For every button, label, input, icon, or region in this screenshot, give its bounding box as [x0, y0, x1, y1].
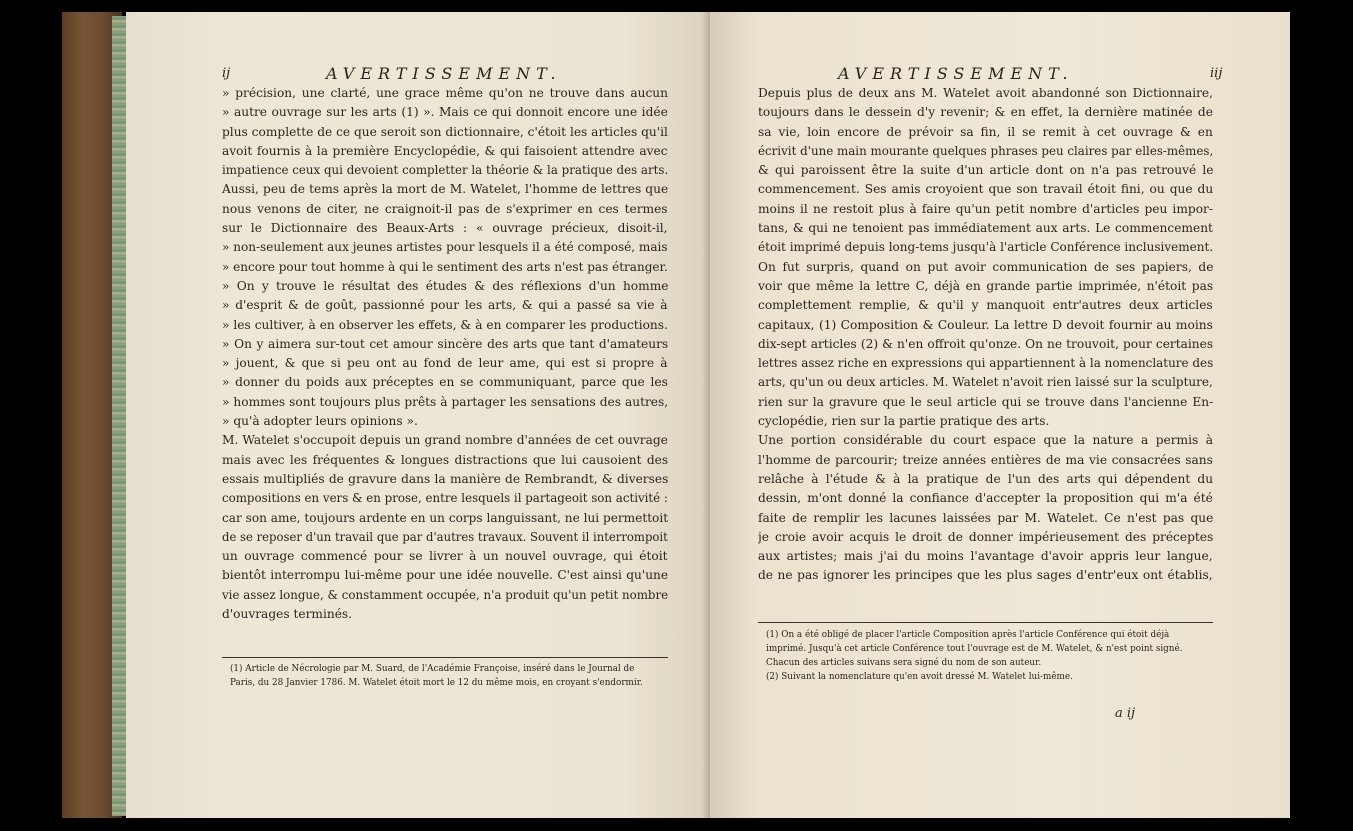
right-folio: iij — [1210, 66, 1223, 81]
text-line: » d'esprit & de goût, passionné pour les arts, & qui a passé sa vie à — [222, 298, 668, 313]
text-line: mais avec les fréquentes & longues distractions que lui causoient des — [222, 452, 668, 467]
text-line: Aussi, peu de tems après la mort de M. Watelet, l'homme de lettres que — [222, 182, 668, 197]
footnote-line: (1) Article de Nécrologie par M. Suard, de l'Académie Françoise, inséré dans le Journal de — [230, 664, 635, 674]
text-line: Depuis plus de deux ans M. Watelet avoit abandonné son Dictionnaire, — [758, 86, 1213, 100]
text-line: essais multipliés de gravure dans la manière de Rembrandt, & diverses — [222, 471, 668, 486]
text-line: arts, qu'un ou deux articles. M. Watelet n'avoit rien laissé sur la sculpture, — [758, 375, 1213, 390]
text-line: relâche à l'étude & à la pratique de l'un des arts qui dépendent du — [758, 471, 1213, 486]
footnote-line: (1) On a été obligé de placer l'article Composition après l'article Conférence qui étoit déjà — [766, 630, 1170, 640]
text-line: complettement remplie, & qu'il y manquoit entr'autres deux articles — [758, 298, 1213, 313]
text-line: & qui paroissent être la suite d'un article dont on n'a pas retrouvé le — [758, 163, 1213, 178]
text-line: M. Watelet s'occupoit depuis un grand nombre d'années de cet ouvrage — [222, 433, 668, 448]
text-line: commencement. Ses amis croyoient que son travail étoit fini, ou que du — [758, 182, 1213, 197]
footnote-line: Chacun des articles suivans sera signé du nom de son auteur. — [766, 658, 1042, 668]
left-running-header: AVERTISSEMENT. — [326, 64, 562, 83]
text-line: » hommes sont toujours plus prêts à partager les sensations des autres, — [222, 394, 668, 409]
text-line: toujours dans le dessein d'y revenir; & en effet, la dernière matinée de — [758, 105, 1213, 120]
right-footnotes — [766, 628, 1213, 684]
text-line: » On y aimera sur-tout cet amour sincère des arts que tant d'amateurs — [222, 336, 668, 351]
footnote-line: (2) Suivant la nomenclature qu'en avoit dressé M. Watelet lui-même. — [766, 672, 1073, 682]
text-line: » autre ouvrage sur les arts (1) ». Mais ce qui donnoit encore une idée — [222, 105, 668, 120]
left-footnotes — [230, 662, 668, 690]
text-line: aux artistes; mais j'ai du moins l'avantage d'avoir appris leur langue, — [758, 549, 1213, 564]
text-line: je croie avoir acquis le droit de donner impérieusement des préceptes — [758, 529, 1213, 544]
text-line: » encore pour tout homme à qui le sentiment des arts n'est pas étranger. — [222, 259, 668, 274]
text-line: de se reposer d'un travail que par d'autres travaux. Souvent il interrompoit — [222, 529, 668, 544]
page-edges — [112, 16, 126, 816]
right-page — [710, 12, 1290, 818]
text-line: car son ame, toujours ardente en un corps languissant, ne lui permettoit — [222, 510, 668, 525]
text-line: moins il ne restoit plus à faire qu'un petit nombre d'articles peu impor- — [758, 201, 1213, 216]
footnote-line: Paris, du 28 Janvier 1786. M. Watelet étoit mort le 12 du même mois, en croyant s'endormir. — [230, 678, 643, 688]
text-line: dessin, m'ont donné la confiance d'accepter la proposition qui m'a été — [758, 491, 1213, 506]
left-folio: ij — [222, 66, 231, 81]
text-line: » précision, une clarté, une grace même qu'on ne trouve dans aucun — [222, 86, 668, 100]
text-line: avoit fournis à la première Encyclopédie, & qui faisoient attendre avec — [222, 143, 668, 158]
text-line: plus complette de ce que seroit son dictionnaire, c'étoit les articles qu'il — [222, 124, 668, 139]
text-line: On fut surpris, quand on put avoir communication de ses papiers, de — [758, 259, 1213, 274]
text-line: » les cultiver, à en observer les effets, & à en comparer les productions. — [222, 317, 668, 332]
text-line: d'ouvrages terminés. — [222, 607, 353, 622]
text-line: impatience ceux qui devoient completter la théorie & la pratique des arts. — [222, 163, 668, 178]
text-line: un ouvrage commencé pour se livrer à un nouvel ouvrage, qui étoit — [222, 549, 668, 564]
text-line: » On y trouve le résultat des études & des réflexions d'un homme — [222, 278, 668, 293]
left-page — [126, 12, 711, 818]
text-line: faite de remplir les lacunes laissées par M. Watelet. Ce n'est pas que — [758, 510, 1213, 525]
text-line: nous venons de citer, ne craignoit-il pas de s'exprimer en ces termes — [222, 201, 668, 216]
open-book — [62, 12, 1290, 820]
text-line: tans, & qui ne tenoient pas immédiatement aux arts. Le commencement — [758, 221, 1213, 236]
text-line: dix-sept articles (2) & n'en offroit qu'onze. On ne trouvoit, pour certaines — [758, 336, 1213, 351]
text-line: vie assez longue, & constamment occupée, n'a produit qu'un petit nombre — [222, 587, 668, 602]
text-line: bientôt interrompu lui-même pour une idée nouvelle. C'est ainsi qu'une — [222, 568, 668, 583]
footnote-line: imprimé. Jusqu'à cet article Conférence tout l'ouvrage est de M. Watelet, & n'est point signé. — [766, 644, 1183, 654]
text-line: » donner du poids aux préceptes en se communiquant, parce que les — [222, 375, 668, 390]
text-line: écrivit d'une main mourante quelques phrases peu claires par elles-mêmes, — [758, 143, 1213, 158]
signature-mark: a ij — [1115, 706, 1136, 721]
text-line: cyclopédie, rien sur la partie pratique des arts. — [758, 414, 1050, 429]
text-line: capitaux, (1) Composition & Couleur. La lettre D devoit fournir au moins — [758, 317, 1213, 332]
right-body-text — [758, 84, 1213, 586]
right-footnote-rule — [758, 622, 1213, 623]
text-line: » jouent, & que si peu ont au fond de leur ame, qui est si propre à — [222, 356, 668, 371]
left-body-text — [222, 84, 668, 624]
text-line: étoit imprimé depuis long-tems jusqu'à l'article Conférence inclusivement. — [758, 240, 1213, 255]
text-line: de ne pas ignorer les principes que les plus sages d'entr'eux ont établis, — [758, 568, 1213, 583]
text-line: l'homme de parcourir; treize années entières de ma vie consacrées sans — [758, 452, 1213, 467]
text-line: sur le Dictionnaire des Beaux-Arts : « ouvrage précieux, disoit-il, — [222, 221, 668, 236]
text-line: rien sur la gravure que le seul article qui se trouve dans l'ancienne En- — [758, 394, 1213, 409]
text-line: voir que même la lettre C, déjà en grande partie imprimée, n'étoit pas — [758, 278, 1213, 293]
text-line: Une portion considérable du court espace que la nature a permis à — [758, 433, 1213, 448]
text-line: compositions en vers & en prose, entre lesquels il partageoit son activité : — [222, 491, 668, 506]
text-line: sa vie, loin encore de prévoir sa fin, il se remit à cet ouvrage & en — [758, 124, 1213, 139]
right-running-header: AVERTISSEMENT. — [838, 64, 1074, 83]
text-line: » non-seulement aux jeunes artistes pour lesquels il a été composé, mais — [222, 240, 668, 255]
left-footnote-rule — [222, 657, 668, 658]
text-line: » qu'à adopter leurs opinions ». — [222, 414, 418, 429]
text-line: lettres assez riche en expressions qui appartiennent à la nomenclature des — [758, 356, 1213, 371]
